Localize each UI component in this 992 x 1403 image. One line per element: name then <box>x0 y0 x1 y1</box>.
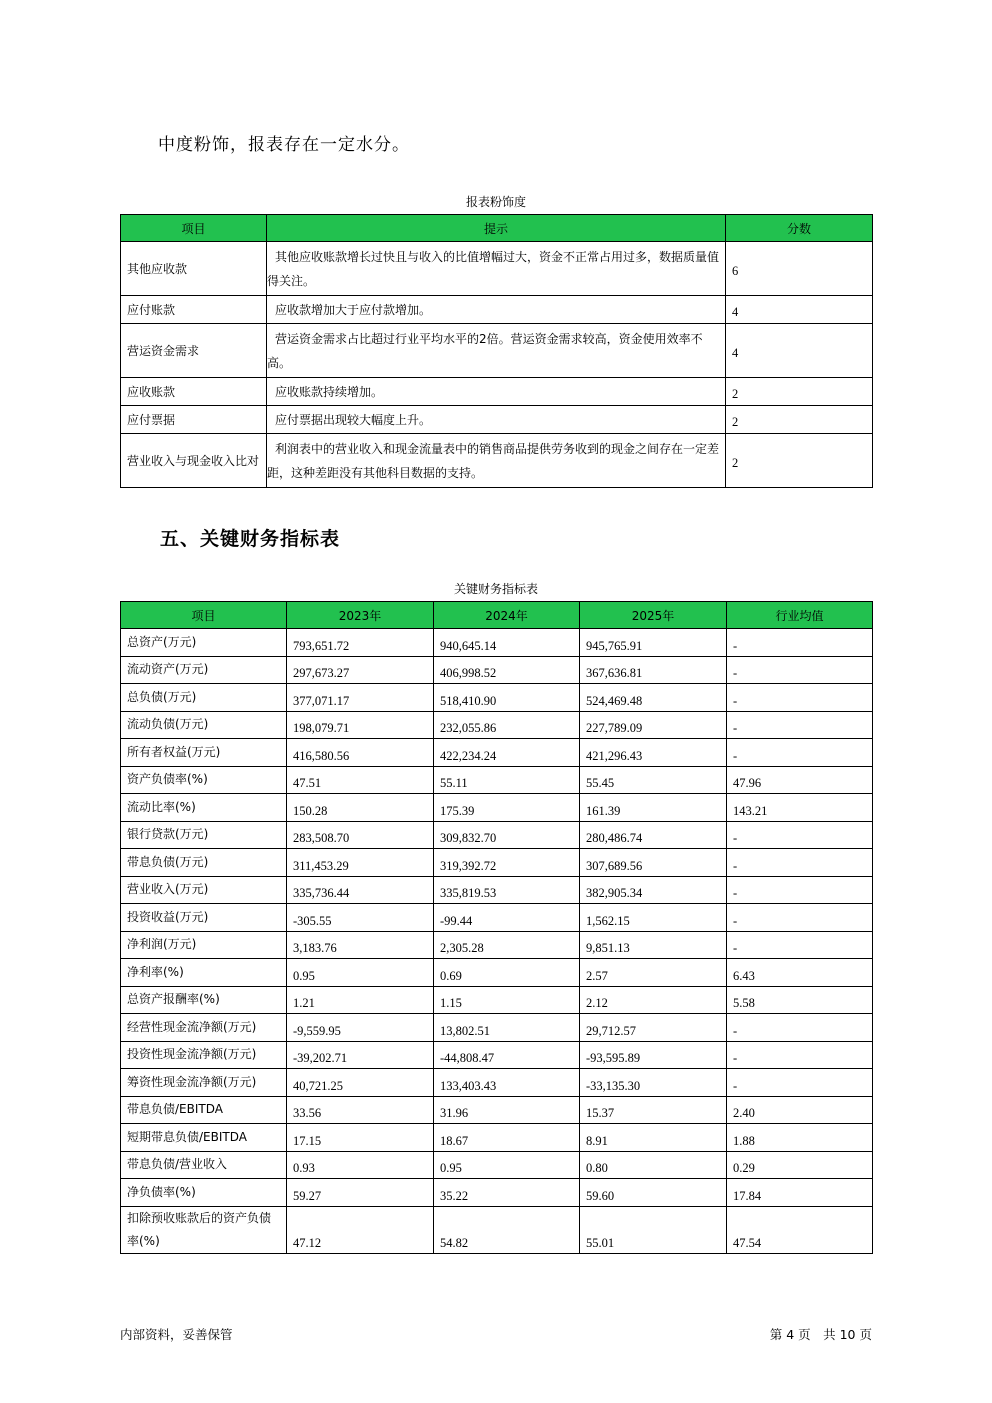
table2-item-cell: 带息负债(万元) <box>121 849 287 877</box>
table2-row <box>121 1179 873 1207</box>
table2-header-row <box>121 602 873 629</box>
table1-score-cell: 4 <box>726 324 873 378</box>
table1-item-cell: 应付账款 <box>121 296 267 324</box>
table2-item-cell: 资产负债率(%) <box>121 766 287 794</box>
table2-industry-average-cell: - <box>727 739 873 767</box>
table2-item-cell: 所有者权益(万元) <box>121 739 287 767</box>
table2-year-2024-cell: 2,305.28 <box>434 931 580 959</box>
table2-industry-average-cell: - <box>727 849 873 877</box>
table2-industry-average-cell: - <box>727 876 873 904</box>
table2-industry-average-cell: 2.40 <box>727 1096 873 1124</box>
table2-industry-average-cell: 47.54 <box>727 1206 873 1253</box>
table2-row <box>121 959 873 987</box>
table2-year-2025-cell: 29,712.57 <box>580 1014 727 1042</box>
table2-year-2024-cell: 54.82 <box>434 1206 580 1253</box>
table2-row <box>121 931 873 959</box>
table2-industry-average-cell: 17.84 <box>727 1179 873 1207</box>
table2-industry-average-cell: - <box>727 1069 873 1097</box>
table1-hint-cell: 应付票据出现较大幅度上升。 <box>267 406 726 434</box>
table1-hint-cell: 应收款增加大于应付款增加。 <box>267 296 726 324</box>
table1-row <box>121 434 873 488</box>
table2-year-2024-cell: 133,403.43 <box>434 1069 580 1097</box>
table2-industry-average-cell: - <box>727 684 873 712</box>
table2-year-2025-cell: -93,595.89 <box>580 1041 727 1069</box>
table2-year-2025-cell: 9,851.13 <box>580 931 727 959</box>
table2-industry-average-cell: 0.29 <box>727 1151 873 1179</box>
table2-row <box>121 1151 873 1179</box>
table2-row <box>121 711 873 739</box>
table1-score-cell: 6 <box>726 242 873 296</box>
table2-year-2023-cell: 47.12 <box>287 1206 434 1253</box>
table2-year-2024-cell: 55.11 <box>434 766 580 794</box>
table2-item-cell: 流动资产(万元) <box>121 656 287 684</box>
table1-score-cell: 2 <box>726 378 873 406</box>
table2-year-2024-cell: 518,410.90 <box>434 684 580 712</box>
table2-row <box>121 986 873 1014</box>
table1-row <box>121 324 873 378</box>
table2-row <box>121 1124 873 1152</box>
table2-year-2024-cell: 175.39 <box>434 794 580 822</box>
table2-item-cell: 净利率(%) <box>121 959 287 987</box>
table2-year-2025-cell: 59.60 <box>580 1179 727 1207</box>
table2-year-2024-cell: 406,998.52 <box>434 656 580 684</box>
table2-item-cell: 筹资性现金流净额(万元) <box>121 1069 287 1097</box>
table1-score-cell: 4 <box>726 296 873 324</box>
table2-row <box>121 1014 873 1042</box>
table2-industry-average-cell: - <box>727 904 873 932</box>
table2-year-2025-cell: 55.45 <box>580 766 727 794</box>
table2-year-2025-cell: 161.39 <box>580 794 727 822</box>
table2-row <box>121 684 873 712</box>
table2-item-cell: 净负债率(%) <box>121 1179 287 1207</box>
table2-header-item: 项目 <box>121 602 287 629</box>
table2-industry-average-cell: - <box>727 821 873 849</box>
table1-header-hint: 提示 <box>267 215 726 242</box>
table2-industry-average-cell: 47.96 <box>727 766 873 794</box>
table2-year-2023-cell: 40,721.25 <box>287 1069 434 1097</box>
table2-year-2023-cell: 1.21 <box>287 986 434 1014</box>
table2-item-cell: 带息负债/EBITDA <box>121 1096 287 1124</box>
table2-industry-average-cell: - <box>727 629 873 657</box>
table2-year-2025-cell: 1,562.15 <box>580 904 727 932</box>
footer-page-number: 第 4 页 共 10 页 <box>769 1327 872 1342</box>
table2-year-2024-cell: 422,234.24 <box>434 739 580 767</box>
table2-row <box>121 1041 873 1069</box>
table2-item-cell: 净利润(万元) <box>121 931 287 959</box>
table2-row <box>121 739 873 767</box>
table1-hint-cell: 利润表中的营业收入和现金流量表中的销售商品提供劳务收到的现金之间存在一定差距，这种差距没有其他科目数据的支持。 <box>267 434 726 488</box>
table2-item-cell: 总资产(万元) <box>121 629 287 657</box>
table2-year-2023-cell: 3,183.76 <box>287 931 434 959</box>
table2-header-2023: 2023年 <box>287 602 434 629</box>
table1-item-cell: 营运资金需求 <box>121 324 267 378</box>
table2-year-2023-cell: 335,736.44 <box>287 876 434 904</box>
table2-year-2023-cell: 283,508.70 <box>287 821 434 849</box>
table2-item-cell: 总负债(万元) <box>121 684 287 712</box>
table2-year-2025-cell: 0.80 <box>580 1151 727 1179</box>
table2-year-2023-cell: 0.93 <box>287 1151 434 1179</box>
table1-score-cell: 2 <box>726 434 873 488</box>
table2-year-2025-cell: 524,469.48 <box>580 684 727 712</box>
table1-header-item: 项目 <box>121 215 267 242</box>
table2-item-cell: 带息负债/营业收入 <box>121 1151 287 1179</box>
table2-year-2024-cell: 232,055.86 <box>434 711 580 739</box>
table1-hint-cell: 其他应收账款增长过快且与收入的比值增幅过大，资金不正常占用过多，数据质量值得关注。 <box>267 242 726 296</box>
table2-year-2024-cell: 18.67 <box>434 1124 580 1152</box>
table2-year-2023-cell: 377,071.17 <box>287 684 434 712</box>
table2-industry-average-cell: - <box>727 931 873 959</box>
footer-confidential-note: 内部资料，妥善保管 <box>120 1327 233 1342</box>
table2-year-2025-cell: 15.37 <box>580 1096 727 1124</box>
table2-year-2023-cell: 33.56 <box>287 1096 434 1124</box>
table2-year-2023-cell: 416,580.56 <box>287 739 434 767</box>
table2-year-2025-cell: 421,296.43 <box>580 739 727 767</box>
table2-item-cell: 经营性现金流净额(万元) <box>121 1014 287 1042</box>
table2-row <box>121 1096 873 1124</box>
table2-year-2025-cell: 382,905.34 <box>580 876 727 904</box>
table1-caption: 报表粉饰度 <box>465 195 526 209</box>
table2-industry-average-cell: 143.21 <box>727 794 873 822</box>
table2-industry-average-cell: - <box>727 656 873 684</box>
table2-year-2023-cell: 0.95 <box>287 959 434 987</box>
section-heading: 五、关键财务指标表 <box>160 528 341 550</box>
table1-row <box>121 378 873 406</box>
table1-item-cell: 营业收入与现金收入比对 <box>121 434 267 488</box>
table2-year-2023-cell: 150.28 <box>287 794 434 822</box>
table2-year-2025-cell: 367,636.81 <box>580 656 727 684</box>
table2-item-cell: 总资产报酬率(%) <box>121 986 287 1014</box>
window-dressing-table <box>120 214 873 488</box>
table2-industry-average-cell: - <box>727 1041 873 1069</box>
intro-text: 中度粉饰，报表存在一定水分。 <box>158 135 410 155</box>
table2-row <box>121 821 873 849</box>
table2-item-cell: 投资性现金流净额(万元) <box>121 1041 287 1069</box>
table2-year-2025-cell: 8.91 <box>580 1124 727 1152</box>
table1-item-cell: 应付票据 <box>121 406 267 434</box>
table2-item-cell: 短期带息负债/EBITDA <box>121 1124 287 1152</box>
table2-year-2025-cell: 2.57 <box>580 959 727 987</box>
table2-year-2023-cell: 793,651.72 <box>287 629 434 657</box>
table1-hint-cell: 应收账款持续增加。 <box>267 378 726 406</box>
table2-item-cell: 流动负债(万元) <box>121 711 287 739</box>
table1-header-row <box>121 215 873 242</box>
table2-year-2023-cell: 17.15 <box>287 1124 434 1152</box>
table2-year-2024-cell: -44,808.47 <box>434 1041 580 1069</box>
table2-row <box>121 1069 873 1097</box>
table2-item-cell: 扣除预收账款后的资产负债率(%) <box>121 1206 287 1253</box>
table2-row <box>121 876 873 904</box>
table2-caption: 关键财务指标表 <box>453 582 538 596</box>
table2-item-cell: 投资收益(万元) <box>121 904 287 932</box>
table2-industry-average-cell: 1.88 <box>727 1124 873 1152</box>
table2-year-2025-cell: 945,765.91 <box>580 629 727 657</box>
table2-row <box>121 849 873 877</box>
table2-item-cell: 流动比率(%) <box>121 794 287 822</box>
table2-year-2023-cell: 297,673.27 <box>287 656 434 684</box>
table1-item-cell: 其他应收款 <box>121 242 267 296</box>
key-financial-indicators-table <box>120 601 873 1254</box>
table2-year-2023-cell: 311,453.29 <box>287 849 434 877</box>
table2-industry-average-cell: 6.43 <box>727 959 873 987</box>
table2-year-2023-cell: 198,079.71 <box>287 711 434 739</box>
table1-hint-cell: 营运资金需求占比超过行业平均水平的2倍。营运资金需求较高，资金使用效率不高。 <box>267 324 726 378</box>
table2-year-2023-cell: -9,559.95 <box>287 1014 434 1042</box>
table1-row <box>121 242 873 296</box>
table2-year-2023-cell: -305.55 <box>287 904 434 932</box>
table2-year-2024-cell: 319,392.72 <box>434 849 580 877</box>
table2-row <box>121 904 873 932</box>
table2-row <box>121 656 873 684</box>
table2-row <box>121 629 873 657</box>
table2-header-industry-average: 行业均值 <box>727 602 873 629</box>
table1-item-cell: 应收账款 <box>121 378 267 406</box>
table2-year-2025-cell: 307,689.56 <box>580 849 727 877</box>
table2-year-2025-cell: -33,135.30 <box>580 1069 727 1097</box>
table1-header-score: 分数 <box>726 215 873 242</box>
table2-year-2023-cell: 47.51 <box>287 766 434 794</box>
table2-year-2024-cell: 35.22 <box>434 1179 580 1207</box>
table2-year-2023-cell: -39,202.71 <box>287 1041 434 1069</box>
table2-industry-average-cell: 5.58 <box>727 986 873 1014</box>
table2-row <box>121 1206 873 1253</box>
table2-header-2024: 2024年 <box>434 602 580 629</box>
table2-year-2024-cell: 0.95 <box>434 1151 580 1179</box>
table2-year-2024-cell: 940,645.14 <box>434 629 580 657</box>
table2-industry-average-cell: - <box>727 711 873 739</box>
table2-year-2024-cell: 31.96 <box>434 1096 580 1124</box>
table2-year-2024-cell: 13,802.51 <box>434 1014 580 1042</box>
table1-score-cell: 2 <box>726 406 873 434</box>
table2-year-2024-cell: -99.44 <box>434 904 580 932</box>
table2-year-2025-cell: 2.12 <box>580 986 727 1014</box>
table2-row <box>121 794 873 822</box>
table2-row <box>121 766 873 794</box>
table2-year-2025-cell: 227,789.09 <box>580 711 727 739</box>
table2-year-2024-cell: 309,832.70 <box>434 821 580 849</box>
table1-row <box>121 296 873 324</box>
table2-industry-average-cell: - <box>727 1014 873 1042</box>
table2-year-2025-cell: 55.01 <box>580 1206 727 1253</box>
table2-year-2024-cell: 0.69 <box>434 959 580 987</box>
table2-year-2024-cell: 335,819.53 <box>434 876 580 904</box>
table2-header-2025: 2025年 <box>580 602 727 629</box>
table2-item-cell: 营业收入(万元) <box>121 876 287 904</box>
table2-year-2025-cell: 280,486.74 <box>580 821 727 849</box>
table2-item-cell: 银行贷款(万元) <box>121 821 287 849</box>
table2-year-2024-cell: 1.15 <box>434 986 580 1014</box>
table2-year-2023-cell: 59.27 <box>287 1179 434 1207</box>
table1-row <box>121 406 873 434</box>
